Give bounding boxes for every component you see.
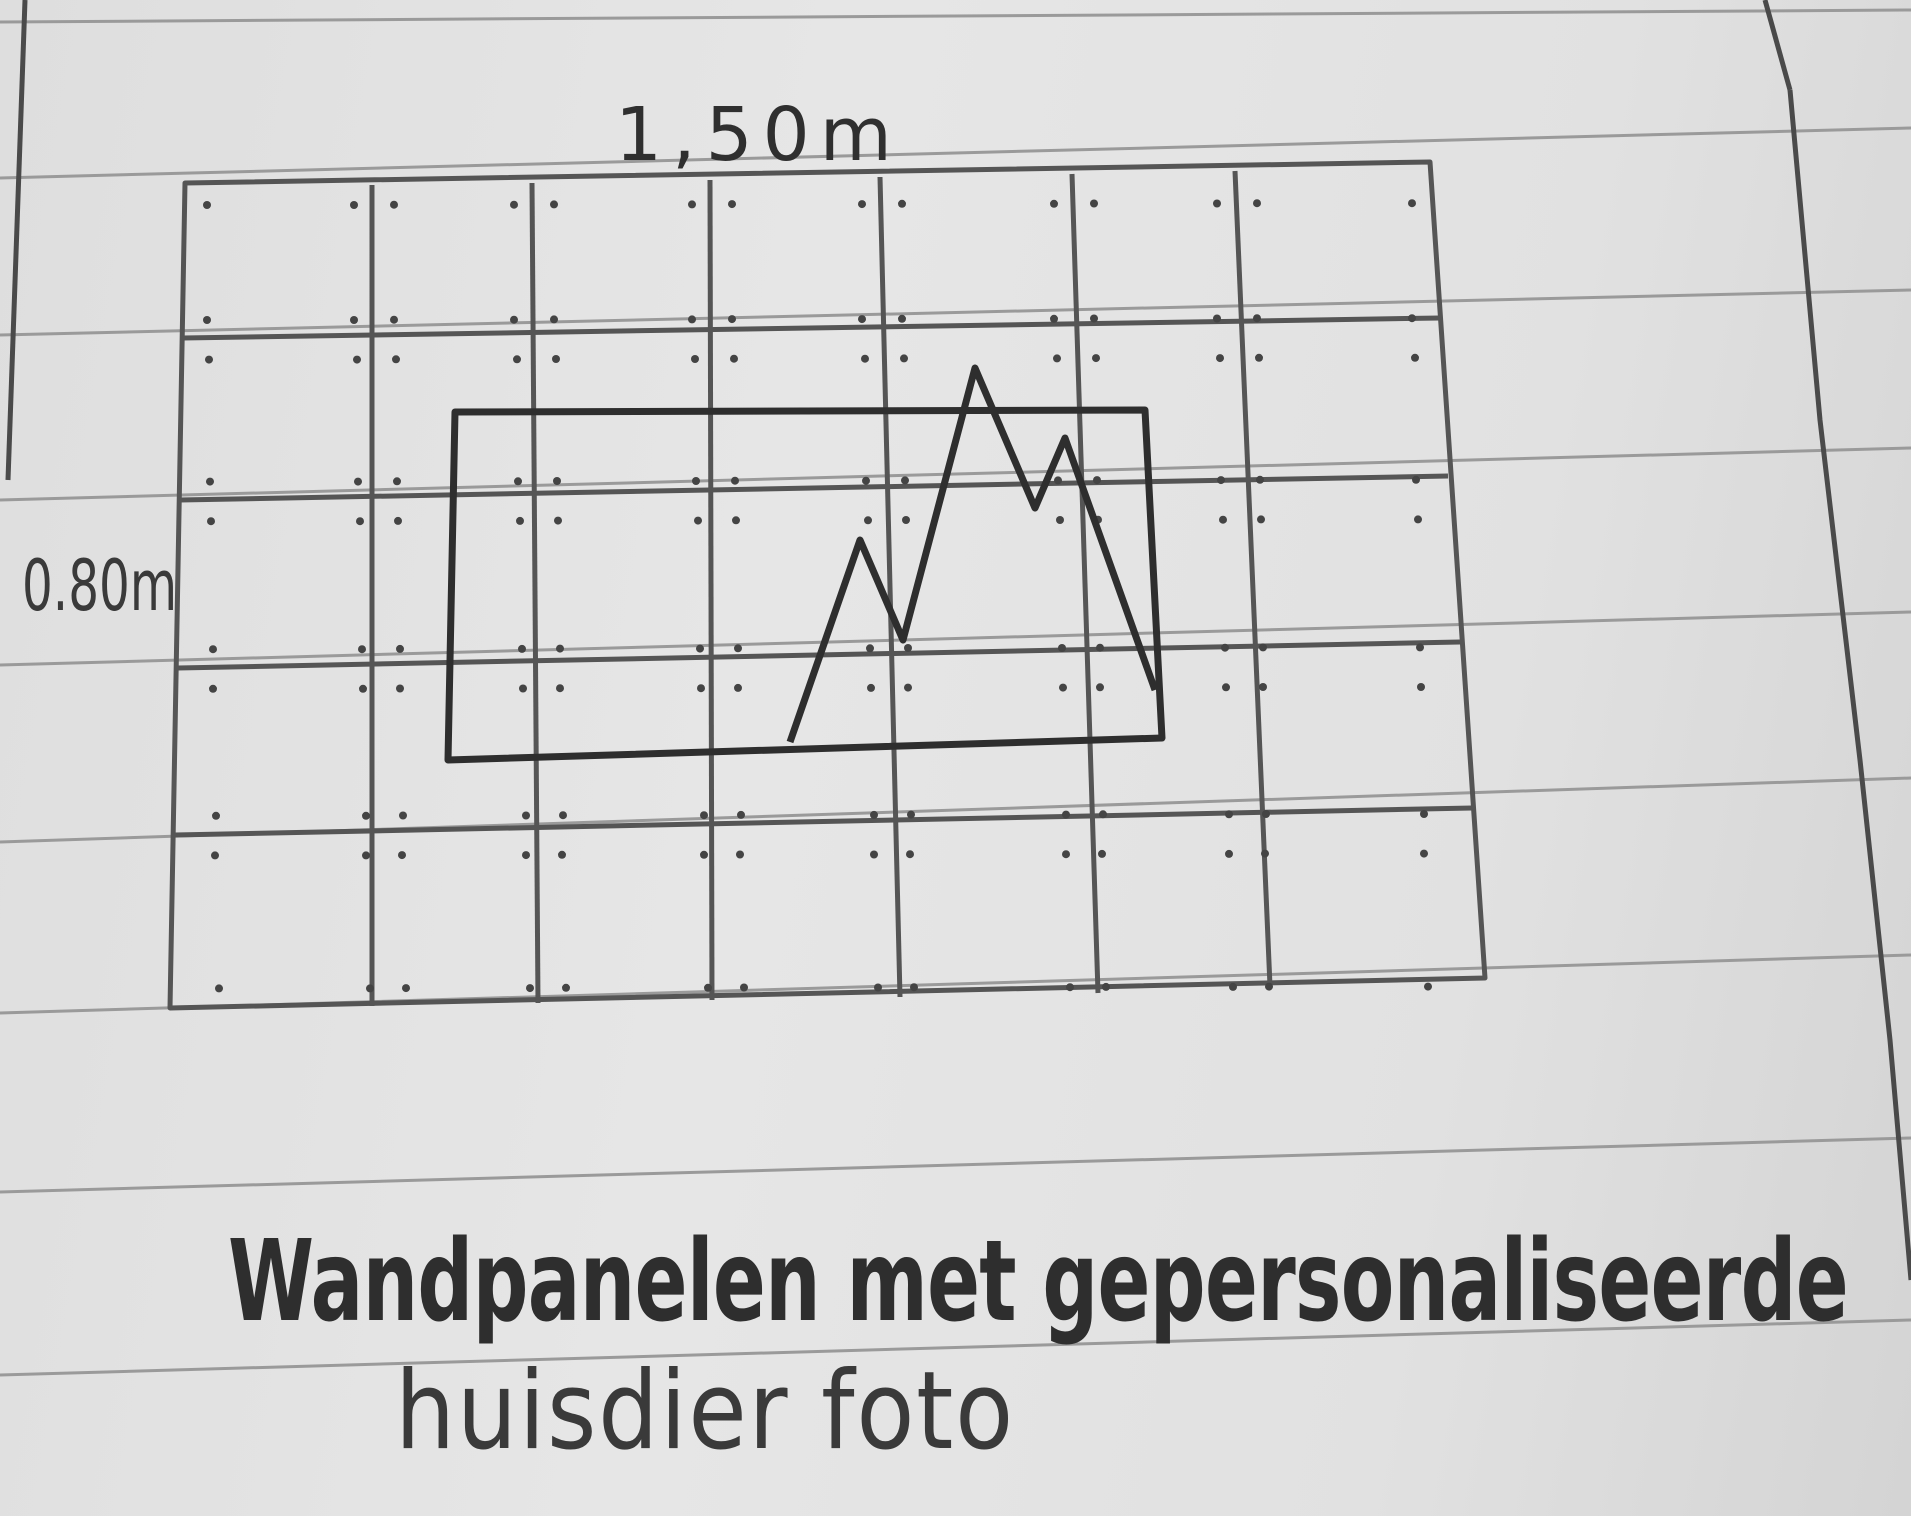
screw-dot xyxy=(203,201,211,209)
screw-dot xyxy=(902,516,910,524)
screw-dot xyxy=(904,644,912,652)
screw-dot xyxy=(1259,643,1267,651)
screw-dot xyxy=(1062,850,1070,858)
screw-dot xyxy=(1090,315,1098,323)
screw-dot xyxy=(1219,516,1227,524)
screw-dot xyxy=(556,684,564,692)
screw-dot xyxy=(870,811,878,819)
screw-dot xyxy=(1062,811,1070,819)
screw-dot xyxy=(870,851,878,859)
screw-dot xyxy=(1416,643,1424,651)
screw-dot xyxy=(1066,983,1074,991)
screw-dot xyxy=(1408,199,1416,207)
screw-dot xyxy=(732,516,740,524)
screw-dot xyxy=(396,645,404,653)
screw-dot xyxy=(203,316,211,324)
screw-dot xyxy=(734,644,742,652)
screw-dot xyxy=(559,811,567,819)
screw-dot xyxy=(554,517,562,525)
photo-frame xyxy=(448,368,1162,760)
screw-dot xyxy=(1059,684,1067,692)
screw-dot xyxy=(864,516,872,524)
screw-dot xyxy=(359,685,367,693)
screw-dot xyxy=(550,315,558,323)
screw-dot xyxy=(874,984,882,992)
screw-dot xyxy=(907,811,915,819)
screw-dot xyxy=(1096,683,1104,691)
screw-dot xyxy=(209,685,217,693)
screw-dot xyxy=(906,850,914,858)
screw-dot xyxy=(212,812,220,820)
screw-dot xyxy=(728,200,736,208)
screw-dot xyxy=(1424,983,1432,991)
screw-dot xyxy=(1253,314,1261,322)
screw-dot xyxy=(1098,850,1106,858)
screw-dot xyxy=(1255,354,1263,362)
screw-dot xyxy=(700,851,708,859)
screw-dot xyxy=(390,316,398,324)
screw-dot xyxy=(1054,476,1062,484)
screw-dot xyxy=(1216,354,1224,362)
screw-dot xyxy=(558,851,566,859)
screw-dot xyxy=(862,477,870,485)
screw-dot xyxy=(1253,199,1261,207)
screw-dot xyxy=(1229,983,1237,991)
grid-column-divider xyxy=(1235,171,1270,986)
panel-screw-dots xyxy=(203,199,1432,992)
screw-dot xyxy=(867,684,875,692)
screw-dot xyxy=(1225,850,1233,858)
screw-dot xyxy=(402,984,410,992)
screw-dot xyxy=(393,477,401,485)
screw-dot xyxy=(390,201,398,209)
screw-dot xyxy=(392,355,400,363)
screw-dot xyxy=(1417,683,1425,691)
screw-dot xyxy=(688,315,696,323)
screw-dot xyxy=(692,477,700,485)
caption-line-1: Wandpanelen met gepersonaliseerde xyxy=(228,1217,1849,1347)
screw-dot xyxy=(514,477,522,485)
screw-dot xyxy=(898,200,906,208)
screw-dot xyxy=(205,356,213,364)
screw-dot xyxy=(740,984,748,992)
screw-dot xyxy=(900,354,908,362)
screw-dot xyxy=(1411,354,1419,362)
screw-dot xyxy=(1408,314,1416,322)
screw-dot xyxy=(519,685,527,693)
screw-dot xyxy=(728,315,736,323)
screw-dot xyxy=(1412,476,1420,484)
height-label: 0.80m xyxy=(22,545,177,627)
screw-dot xyxy=(366,984,374,992)
screw-dot xyxy=(1053,354,1061,362)
screw-dot xyxy=(1050,200,1058,208)
screw-dot xyxy=(1257,515,1265,523)
screw-dot xyxy=(1261,850,1269,858)
screw-dot xyxy=(858,200,866,208)
screw-dot xyxy=(1420,810,1428,818)
screw-dot xyxy=(353,356,361,364)
screw-dot xyxy=(350,316,358,324)
screw-dot xyxy=(697,684,705,692)
screw-dot xyxy=(1213,200,1221,208)
screw-dot xyxy=(731,477,739,485)
screw-dot xyxy=(736,851,744,859)
screw-dot xyxy=(1259,683,1267,691)
width-label: 1,50m xyxy=(615,92,902,178)
screw-dot xyxy=(362,812,370,820)
screw-dot xyxy=(694,517,702,525)
screw-dot xyxy=(215,984,223,992)
screw-dot xyxy=(510,316,518,324)
screw-dot xyxy=(904,684,912,692)
screw-dot xyxy=(1090,200,1098,208)
screw-dot xyxy=(1093,476,1101,484)
screw-dot xyxy=(730,355,738,363)
screw-dot xyxy=(522,812,530,820)
screw-dot xyxy=(696,645,704,653)
caption-line-2: huisdier foto xyxy=(395,1349,1015,1474)
screw-dot xyxy=(516,517,524,525)
margin-lines xyxy=(8,0,1911,1280)
screw-dot xyxy=(358,645,366,653)
screw-dot xyxy=(356,517,364,525)
screw-dot xyxy=(1414,515,1422,523)
ruled-lines xyxy=(0,10,1911,1375)
screw-dot xyxy=(688,200,696,208)
screw-dot xyxy=(1256,476,1264,484)
screw-dot xyxy=(211,851,219,859)
screw-dot xyxy=(901,476,909,484)
screw-dot xyxy=(691,355,699,363)
screw-dot xyxy=(858,315,866,323)
screw-dot xyxy=(556,645,564,653)
grid-column-divider xyxy=(532,183,538,1003)
screw-dot xyxy=(737,811,745,819)
screw-dot xyxy=(553,477,561,485)
screw-dot xyxy=(1102,983,1110,991)
screw-dot xyxy=(1262,810,1270,818)
screw-dot xyxy=(562,984,570,992)
grid-column-divider xyxy=(1072,174,1098,993)
screw-dot xyxy=(552,355,560,363)
screw-dot xyxy=(1265,983,1273,991)
screw-dot xyxy=(513,355,521,363)
screw-dot xyxy=(1050,315,1058,323)
screw-dot xyxy=(1225,810,1233,818)
wall-panel-grid xyxy=(170,162,1485,1008)
screw-dot xyxy=(861,355,869,363)
screw-dot xyxy=(518,645,526,653)
screw-dot xyxy=(1217,476,1225,484)
screw-dot xyxy=(510,201,518,209)
screw-dot xyxy=(350,201,358,209)
screw-dot xyxy=(1222,683,1230,691)
screw-dot xyxy=(1056,516,1064,524)
screw-dot xyxy=(910,983,918,991)
screw-dot xyxy=(207,517,215,525)
grid-column-divider xyxy=(710,180,712,1000)
screw-dot xyxy=(704,984,712,992)
screw-dot xyxy=(1420,850,1428,858)
screw-dot xyxy=(898,315,906,323)
screw-dot xyxy=(734,684,742,692)
screw-dot xyxy=(1213,315,1221,323)
screw-dot xyxy=(526,984,534,992)
screw-dot xyxy=(550,200,558,208)
screw-dot xyxy=(1058,644,1066,652)
screw-dot xyxy=(399,812,407,820)
screw-dot xyxy=(1092,354,1100,362)
screw-dot xyxy=(866,644,874,652)
screw-dot xyxy=(354,478,362,486)
screw-dot xyxy=(396,685,404,693)
screw-dot xyxy=(1221,644,1229,652)
screw-dot xyxy=(206,478,214,486)
screw-dot xyxy=(398,851,406,859)
screw-dot xyxy=(1096,644,1104,652)
screw-dot xyxy=(209,645,217,653)
screw-dot xyxy=(1099,810,1107,818)
screw-dot xyxy=(394,517,402,525)
grid-outline xyxy=(170,162,1485,1008)
screw-dot xyxy=(362,851,370,859)
screw-dot xyxy=(700,811,708,819)
screw-dot xyxy=(522,851,530,859)
